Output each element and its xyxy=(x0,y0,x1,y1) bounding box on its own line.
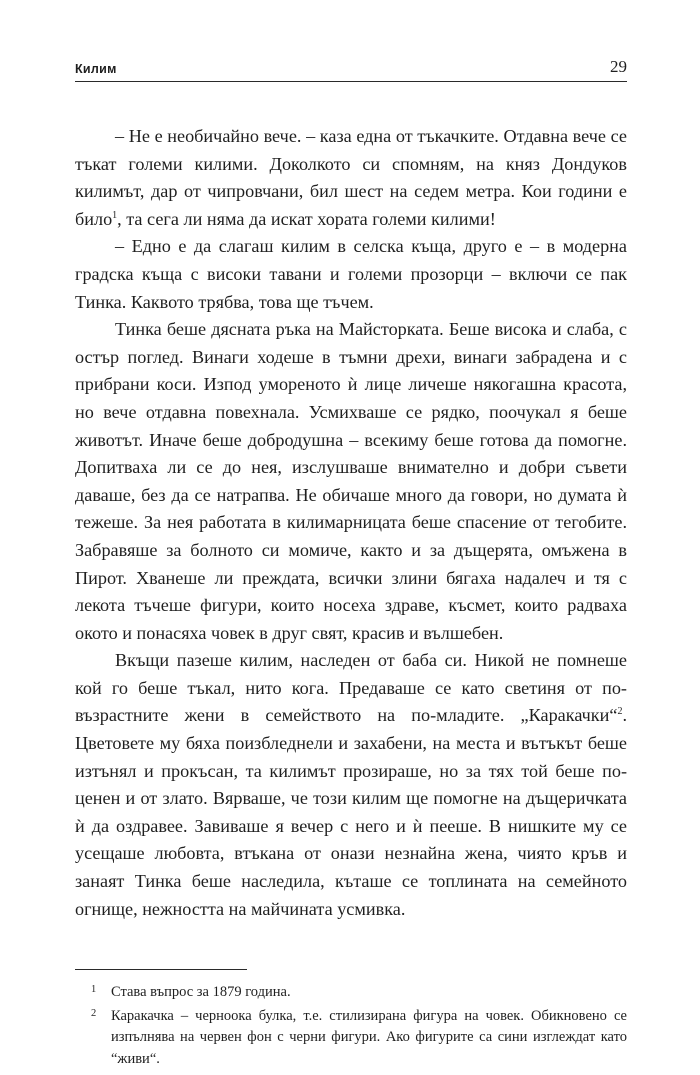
paragraph xyxy=(75,123,627,233)
paragraph-text: – Едно е да слагаш килим в селска къща, друго е – в модерна градска къща с високи тавани и големи прозорци – включи се пак Тинка. Каквото трябва, това ще тъчем. xyxy=(75,236,627,312)
footnote-reference: 1 xyxy=(112,209,118,221)
page-number: 29 xyxy=(610,57,627,76)
paragraph xyxy=(75,233,627,316)
paragraph-text: . Цветовете му бяха поизбледнели и захабени, на места и вътъкът беше изтънял и прокъсан, та килимът прозираше, но за тях той беше по-ценен и от злато. Вярваше, че този килим ще помогне на дъщеричката ѝ да оздравее. Завиваше я вечер с него и ѝ пееше. В нишките му се усещаше любовта, втъкана от онази незнайна жена, чиято кръв и занаят Тинка беше наследила, къташе се топлината на семейното огнище, нежността на майчината усмивка. xyxy=(75,705,627,919)
footnote-mark: 2 xyxy=(91,1007,97,1019)
paragraph xyxy=(75,316,627,647)
footnote-mark: 1 xyxy=(91,984,97,995)
footnote xyxy=(75,982,627,1004)
paragraph-text: Вкъщи пазеше килим, наследен от баба си. Никой не помнеше кой го беше тъкал, нито кога. Предаваше се като светиня от по-възрастните жени в семейството на по-младите. „Каракачки“ xyxy=(75,650,627,726)
paragraph-text: – Не е необичайно вече. – каза една от тъкачките. Отдавна вече се тъкат големи килими. Доколкото си спомням, на княз Дондуков килимът, дар от чипровчани, бил шест на седем метра. Кои години е било xyxy=(75,126,627,229)
footnote-reference: 2 xyxy=(617,706,623,718)
body-text xyxy=(75,123,627,923)
paragraph-text: , та сега ли няма да искат хората големи килими! xyxy=(117,208,496,229)
book-page xyxy=(75,55,627,1067)
running-header xyxy=(75,55,627,82)
footnote-divider xyxy=(75,969,247,970)
footnote-text: Става въпрос за 1879 година. xyxy=(111,984,291,1000)
paragraph-text: Тинка беше дясната ръка на Майсторката. Беше висока и слаба, с остър поглед. Винаги ходеше в тъмни дрехи, винаги забрадена и с прибрани коси. Изпод умореното ѝ лице личеше някогашна красота, но вече отдавна повехнала. Усмихваше се рядко, поочукал я беше животът. Иначе беше добродушна – всекиму беше готова да помогне. Допитваха ли се до нея, изслушваше внимателно и добри съвети даваше, без да се натрапва. Не обичаше много да говори, но думата ѝ тежеше. За нея работата в килимарницата беше спасение от тегобите. Забравяше за болното си момиче, както и за дъщерята, омъжена в Пирот. Хванеше ли преждата, всички злини бягаха надалеч и тя с лекота тъчеше фигури, които носеха здраве, късмет, които радваха окото и понасяха човек в друг свят, красив и вълшебен. xyxy=(75,319,627,643)
footnote xyxy=(75,1006,627,1071)
footnotes xyxy=(75,982,627,1072)
running-title: Килим xyxy=(75,62,117,76)
paragraph xyxy=(75,647,627,923)
footnote-text: Каракачка – черноока булка, т.е. стилизирана фигура на човек. Обикновено се изпълнява на червен фон с черни фигури. Ако фигурите са сини изглеждат като “живи“. xyxy=(111,1007,627,1067)
